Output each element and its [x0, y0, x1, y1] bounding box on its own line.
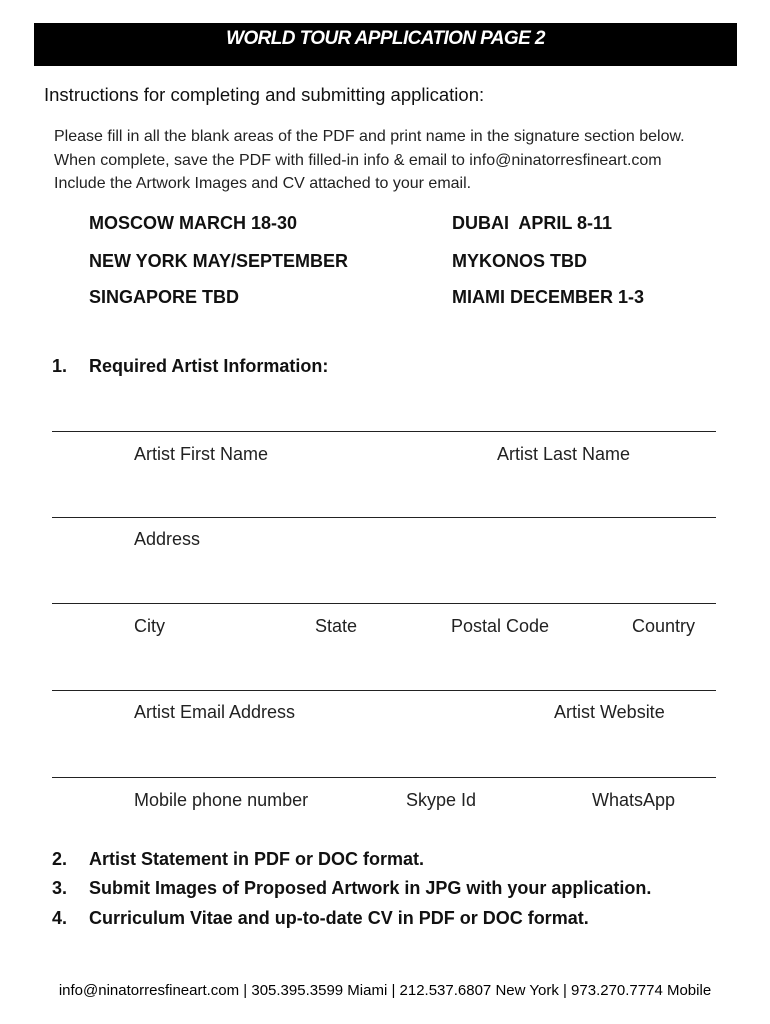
last-name-label: Artist Last Name [497, 444, 631, 464]
instruction-line-3: Include the Artwork Images and CV attached to your email. [54, 175, 472, 192]
city-label: City [134, 616, 165, 636]
email-label: Artist Email Address [134, 702, 296, 722]
page-title: WORLD TOUR APPLICATION PAGE 2 [226, 28, 545, 49]
state-label: State [315, 616, 358, 636]
tour-date-moscow: MOSCOW MARCH 18-30 [89, 213, 298, 233]
website-label: Artist Website [554, 702, 665, 722]
location-fill-line[interactable] [52, 603, 716, 604]
mobile-label: Mobile phone number [134, 790, 309, 810]
tour-date-miami: MIAMI DECEMBER 1-3 [452, 287, 645, 307]
tour-date-dubai: DUBAI APRIL 8-11 [452, 213, 613, 233]
section-1-number: 1. [52, 356, 68, 376]
whatsapp-label: WhatsApp [592, 790, 676, 810]
section-2-heading: Artist Statement in PDF or DOC format. [89, 849, 425, 869]
section-1-heading: Required Artist Information: [89, 356, 329, 376]
address-fill-line[interactable] [52, 517, 716, 518]
skype-label: Skype Id [406, 790, 477, 810]
tour-date-mykonos: MYKONOS TBD [452, 251, 587, 271]
country-label: Country [632, 616, 696, 636]
phone-fill-line[interactable] [52, 777, 716, 778]
name-fill-line[interactable] [52, 431, 716, 432]
footer-contact: info@ninatorresfineart.com | 305.395.3599 Miami | 212.537.6807 New York | 973.270.7774 Mobile [58, 982, 712, 999]
page-title-banner [34, 23, 737, 66]
instruction-line-1: Please fill in all the blank areas of the PDF and print name in the signature section below. [54, 128, 685, 145]
tour-date-singapore: SINGAPORE TBD [89, 287, 240, 307]
instruction-line-2: When complete, save the PDF with filled-in info & email to info@ninatorresfineart.com [54, 152, 662, 169]
instructions-title: Instructions for completing and submitting application: [44, 84, 485, 105]
address-label: Address [134, 529, 201, 549]
section-2-number: 2. [52, 849, 68, 869]
first-name-label: Artist First Name [134, 444, 269, 464]
tour-date-new-york: NEW YORK MAY/SEPTEMBER [89, 251, 349, 271]
postal-code-label: Postal Code [451, 616, 550, 636]
section-3-heading: Submit Images of Proposed Artwork in JPG with your application. [89, 878, 652, 898]
contact-fill-line[interactable] [52, 690, 716, 691]
section-3-number: 3. [52, 878, 68, 898]
section-4-number: 4. [52, 908, 68, 928]
section-4-heading: Curriculum Vitae and up-to-date CV in PDF or DOC format. [89, 908, 589, 928]
